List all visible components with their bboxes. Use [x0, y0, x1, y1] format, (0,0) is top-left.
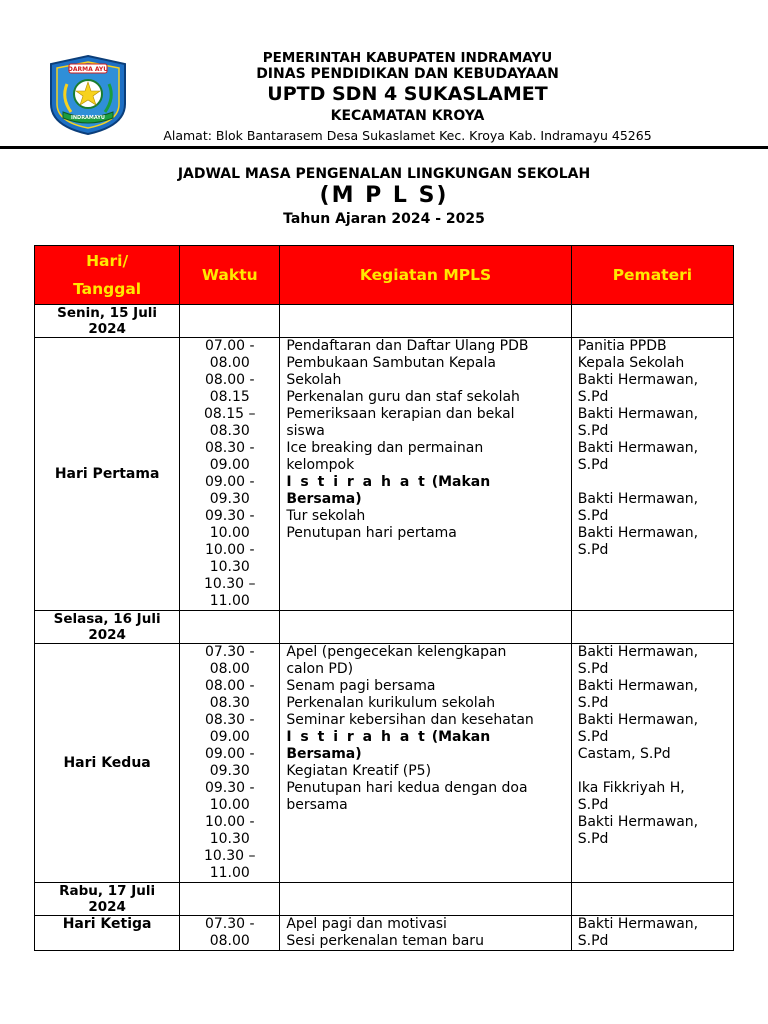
- time-line: 10.00: [209, 525, 250, 541]
- time-line: 10.00 -: [204, 814, 255, 830]
- activity-cell: [280, 338, 571, 611]
- activity-line: Penutupan hari kedua dengan doa: [286, 780, 528, 796]
- time-line: 10.30: [209, 831, 250, 847]
- empty-cell: [571, 883, 733, 916]
- empty-cell: [571, 305, 733, 338]
- speaker-line: Bakti Hermawan,: [577, 440, 699, 456]
- activity-line: Pemeriksaan kerapian dan bekal: [286, 406, 515, 422]
- speaker-line: Bakti Hermawan,: [577, 372, 699, 388]
- time-line: 08.00: [209, 661, 250, 677]
- time-line: 08.00 -: [204, 372, 255, 388]
- letterhead-government: PEMERINTAH KABUPATEN INDRAMAYU: [262, 50, 553, 66]
- speaker-line: Bakti Hermawan,: [577, 644, 699, 660]
- time-line: 08.00 -: [204, 678, 255, 694]
- date-row: [35, 611, 734, 644]
- indramayu-emblem-icon: [47, 54, 129, 136]
- time-cell: [180, 338, 280, 611]
- speaker-line: Panitia PPDB: [577, 338, 667, 354]
- break-line: [286, 474, 564, 508]
- time-line: 08.30: [209, 423, 250, 439]
- break-note: (Makan Bersama): [286, 729, 491, 762]
- academic-year: Tahun Ajaran 2024 - 2025: [283, 211, 485, 227]
- schedule-row: [35, 644, 734, 883]
- date-row: [35, 305, 734, 338]
- header-day-line2: Tanggal: [73, 280, 142, 298]
- date-text: 2024: [88, 627, 126, 643]
- time-line: 08.30: [209, 695, 250, 711]
- time-line: 09.30 -: [204, 508, 255, 524]
- empty-cell: [180, 305, 280, 338]
- day-name: Hari Pertama: [35, 338, 180, 611]
- speaker-line: Kepala Sekolah: [577, 355, 685, 371]
- speaker-line: Ika Fikkriyah H,: [577, 780, 685, 796]
- date-text: Rabu, 17 Juli: [59, 883, 156, 899]
- speaker-line: Bakti Hermawan,: [577, 406, 699, 422]
- date-text: 2024: [88, 899, 126, 915]
- empty-cell: [280, 305, 571, 338]
- time-line: 07.30 -: [204, 916, 255, 932]
- logo-ribbon: INDRAMAYU: [71, 115, 105, 121]
- speaker-line: S.Pd: [577, 389, 609, 405]
- time-cell: [180, 644, 280, 883]
- time-line: 09.30: [209, 763, 250, 779]
- activity-line: Tur sekolah: [286, 508, 366, 524]
- break-line: [286, 729, 564, 763]
- header-activity: Kegiatan MPLS: [280, 246, 571, 305]
- empty-cell: [280, 611, 571, 644]
- activity-cell: [280, 644, 571, 883]
- letterhead-district: KECAMATAN KROYA: [330, 108, 485, 124]
- speaker-line: Bakti Hermawan,: [577, 712, 699, 728]
- activity-line: Penutupan hari pertama: [286, 525, 457, 541]
- schedule-row: [35, 338, 734, 611]
- activity-line: Sesi perkenalan teman baru: [286, 933, 484, 949]
- speaker-line: S.Pd: [577, 661, 609, 677]
- activity-line: Sekolah: [286, 372, 342, 388]
- time-line: 09.30: [209, 491, 250, 507]
- activity-line: Apel (pengecekan kelengkapan: [286, 644, 507, 660]
- date-cell: [35, 883, 180, 916]
- activity-line: siswa: [286, 423, 325, 439]
- activity-cell: [280, 916, 571, 951]
- empty-cell: [571, 611, 733, 644]
- header-day-date: [35, 246, 180, 305]
- date-cell: [35, 611, 180, 644]
- time-line: 11.00: [209, 865, 250, 881]
- letterhead-divider: [0, 146, 768, 149]
- time-line: 07.00 -: [204, 338, 255, 354]
- speaker-cell: [571, 338, 733, 611]
- activity-line: Ice breaking dan permainan: [286, 440, 484, 456]
- header-speaker: Pemateri: [571, 246, 733, 305]
- speaker-line: Bakti Hermawan,: [577, 678, 699, 694]
- letterhead-department: DINAS PENDIDIKAN DAN KEBUDAYAAN: [256, 66, 559, 82]
- time-line: 08.30 -: [204, 712, 255, 728]
- document-acronym: (M P L S): [319, 183, 449, 208]
- time-line: 08.15: [209, 389, 250, 405]
- activity-line: Apel pagi dan motivasi: [286, 916, 447, 932]
- header-day-line1: Hari/: [86, 252, 129, 270]
- empty-cell: [280, 883, 571, 916]
- speaker-line: Bakti Hermawan,: [577, 814, 699, 830]
- speaker-line: S.Pd: [577, 729, 609, 745]
- time-line: 10.30: [209, 559, 250, 575]
- activity-line: Kegiatan Kreatif (P5): [286, 763, 432, 779]
- time-line: 11.00: [209, 593, 250, 609]
- activity-line: Pembukaan Sambutan Kepala: [286, 355, 496, 371]
- break-label: I s t i r a h a t: [286, 729, 427, 745]
- document-heading: [0, 165, 768, 229]
- time-line: 08.30 -: [204, 440, 255, 456]
- empty-cell: [180, 883, 280, 916]
- activity-line: Senam pagi bersama: [286, 678, 436, 694]
- activity-line: Perkenalan guru dan staf sekolah: [286, 389, 520, 405]
- table-header-row: [35, 246, 734, 305]
- document-title: JADWAL MASA PENGENALAN LINGKUNGAN SEKOLAH: [177, 166, 591, 182]
- time-line: 08.00: [209, 933, 250, 949]
- time-line: 10.00 -: [204, 542, 255, 558]
- speaker-line: S.Pd: [577, 797, 609, 813]
- speaker-line: Bakti Hermawan,: [577, 491, 699, 507]
- day-name: Hari Ketiga: [35, 916, 180, 951]
- speaker-line: [578, 474, 727, 491]
- header-time: Waktu: [180, 246, 280, 305]
- letterhead-address: Alamat: Blok Bantarasem Desa Sukaslamet Kec. Kroya Kab. Indramayu 45265: [163, 128, 652, 143]
- time-line: 10.00: [209, 797, 250, 813]
- time-line: 10.30 –: [204, 848, 256, 864]
- speaker-cell: [571, 644, 733, 883]
- activity-line: Seminar kebersihan dan kesehatan: [286, 712, 534, 728]
- speaker-line: S.Pd: [577, 423, 609, 439]
- speaker-line: S.Pd: [577, 542, 609, 558]
- time-line: 09.00: [209, 729, 250, 745]
- time-line: 08.15 –: [204, 406, 256, 422]
- speaker-line: S.Pd: [577, 457, 609, 473]
- day-name: Hari Kedua: [35, 644, 180, 883]
- date-row: [35, 883, 734, 916]
- break-label: I s t i r a h a t: [286, 474, 427, 490]
- date-text: 2024: [88, 321, 126, 337]
- time-line: 08.00: [209, 355, 250, 371]
- speaker-line: S.Pd: [577, 933, 609, 949]
- letterhead-school-name: UPTD SDN 4 SUKASLAMET: [267, 83, 548, 105]
- date-text: Senin, 15 Juli: [57, 305, 158, 321]
- break-note: (Makan Bersama): [286, 474, 491, 507]
- letterhead: [140, 50, 675, 144]
- activity-line: calon PD): [286, 661, 354, 677]
- schedule-body: [35, 305, 734, 951]
- speaker-line: Bakti Hermawan,: [577, 916, 699, 932]
- time-line: 09.30 -: [204, 780, 255, 796]
- date-text: Selasa, 16 Juli: [53, 611, 161, 627]
- speaker-line: S.Pd: [577, 831, 609, 847]
- time-line: 09.00 -: [204, 474, 255, 490]
- empty-cell: [180, 611, 280, 644]
- time-cell: [180, 916, 280, 951]
- speaker-cell: [571, 916, 733, 951]
- time-line: 09.00: [209, 457, 250, 473]
- speaker-line: S.Pd: [577, 695, 609, 711]
- time-line: 07.30 -: [204, 644, 255, 660]
- activity-line: kelompok: [286, 457, 355, 473]
- schedule-table: [34, 245, 734, 951]
- activity-line: bersama: [286, 797, 348, 813]
- activity-line: Pendaftaran dan Daftar Ulang PDB: [286, 338, 529, 354]
- activity-line: Perkenalan kurikulum sekolah: [286, 695, 496, 711]
- schedule-row: [35, 916, 734, 951]
- time-line: 10.30 –: [204, 576, 256, 592]
- speaker-line: Castam, S.Pd: [577, 746, 671, 762]
- speaker-line: [578, 763, 727, 780]
- speaker-line: S.Pd: [577, 508, 609, 524]
- time-line: 09.00 -: [204, 746, 255, 762]
- date-cell: [35, 305, 180, 338]
- speaker-line: Bakti Hermawan,: [577, 525, 699, 541]
- logo-banner: DARMA AYU: [67, 66, 109, 73]
